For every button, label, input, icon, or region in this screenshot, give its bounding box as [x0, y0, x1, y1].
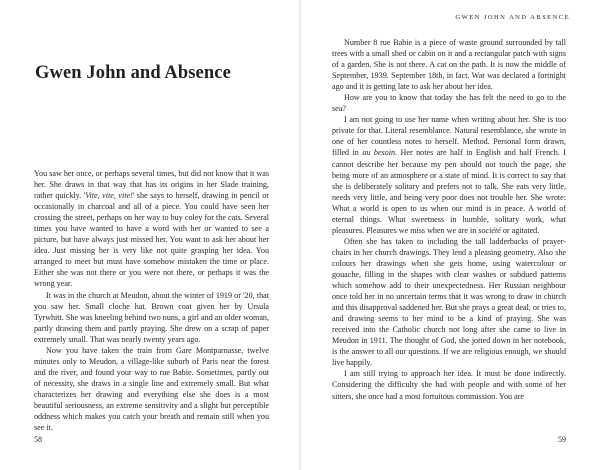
paragraph: I am not going to use her name when writing about her. She is too private for that. Literal resemblance. Natural resemblance, she wrote in one of her countless notes to herself. Method. Personal form drawn, filled in au besoin. Her notes are half in English and half French. I cannot describe her because my pen should not touch the page, she being more of an atmosphere or a state of mind. It is correct to say that she is deliberately solitary and prefers not to talk. She eats very little, needs very little, and being very poor does not trouble her. She wrote: What a world is open to us when our mind is in peace. A world of eternal things. What sweetness in humble, solitary work, what pleasures. Pleasures we miss when we are in société or agitated.: [332, 115, 566, 235]
page-number: 58: [34, 435, 42, 444]
right-page-body: [332, 37, 566, 402]
left-page-body: [34, 168, 269, 433]
paragraph: It was in the church at Meudon, about the winter of 1919 or '20, that you saw her. Small cloche hat. Brown coat given her by Ursula Tyrwhitt. She was kneeling behind two nuns, a girl and an older woman, partly drawing them and partly praying. She drew on a scrap of paper extremely small. That was nearly twenty years ago.: [34, 290, 269, 344]
paragraph: You saw her once, or perhaps several times, but did not know that it was her. She draws in that way that has its origins in her Slade training, rather quickly. 'Vite, vite, vite!' she says to herself, drawing in pencil or occasionally in charcoal and all of a piece. You could have seen her crossing the street, perhaps on her way to buy coley for the cats. Several times you have wanted to have a word with her or wanted to see a picture, but have always just missed her. You want to ask her about her idea. Just missing her is very like not quite grasping her idea. You arranged to meet but must have somehow mistaken the time or place. Either she was not there or you were not there, or perhaps it was the wrong year.: [34, 169, 269, 289]
paragraph: I am still trying to approach her idea. It must be done indirectly. Considering the difficulty she had with people and with some of her sitters, she once had a most fortuitous commission. You are: [332, 369, 566, 401]
paragraph: Number 8 rue Babie is a piece of waste ground surrounded by tall trees with a small shed or cabin on it and a rectangular patch with signs of a garden. She is not there. A cat on the path. It is now the middle of September, 1939. September 18th, in fact. War was declared a fortnight ago and it is getting late to ask her about her idea.: [332, 38, 566, 92]
page-number: 59: [558, 435, 566, 444]
paragraph: Now you have taken the train from Gare Montparnasse, twelve minutes only to Meudon, a village-like suburb of Paris near the forest and the river, and found your way to rue Babie. Sometimes, partly out of necessity, she draws in a single line and extremely small. But what characterizes her drawing and everything else she does is a most beautiful seriousness, an extreme sensitivity and a slight but perceptible oddness which makes you catch your breath and remain still when you see it.: [34, 345, 269, 433]
chapter-title: Gwen John and Absence: [35, 63, 231, 83]
paragraph: How are you to know that today she has felt the need to go to the sea?: [332, 93, 566, 114]
running-head: GWEN JOHN AND ABSENCE: [455, 14, 570, 21]
right-page: [300, 0, 600, 470]
paragraph: Often she has taken to including the tall ladderbacks of prayer-chairs in her church drawings. They lend a pleasing geometry. Also she colours her drawings when she gets home, using watercolour or gouache, filling in the shapes with clear washes or subdued patterns which somehow add to their unexpectedness. Her Russian neighbour once told her in no uncertain terms that it was wrong to draw in church and this disapproval saddened her. But she prays a great deal, or tries to, and drawing seems to her mind to be a kind of praying. She was received into the Catholic church not long after she came to live in Meudon in 1911. The thought of God, she jotted down in her notebook, is the answer to all our questions. If we are religious enough, we should live happily.: [332, 236, 566, 368]
